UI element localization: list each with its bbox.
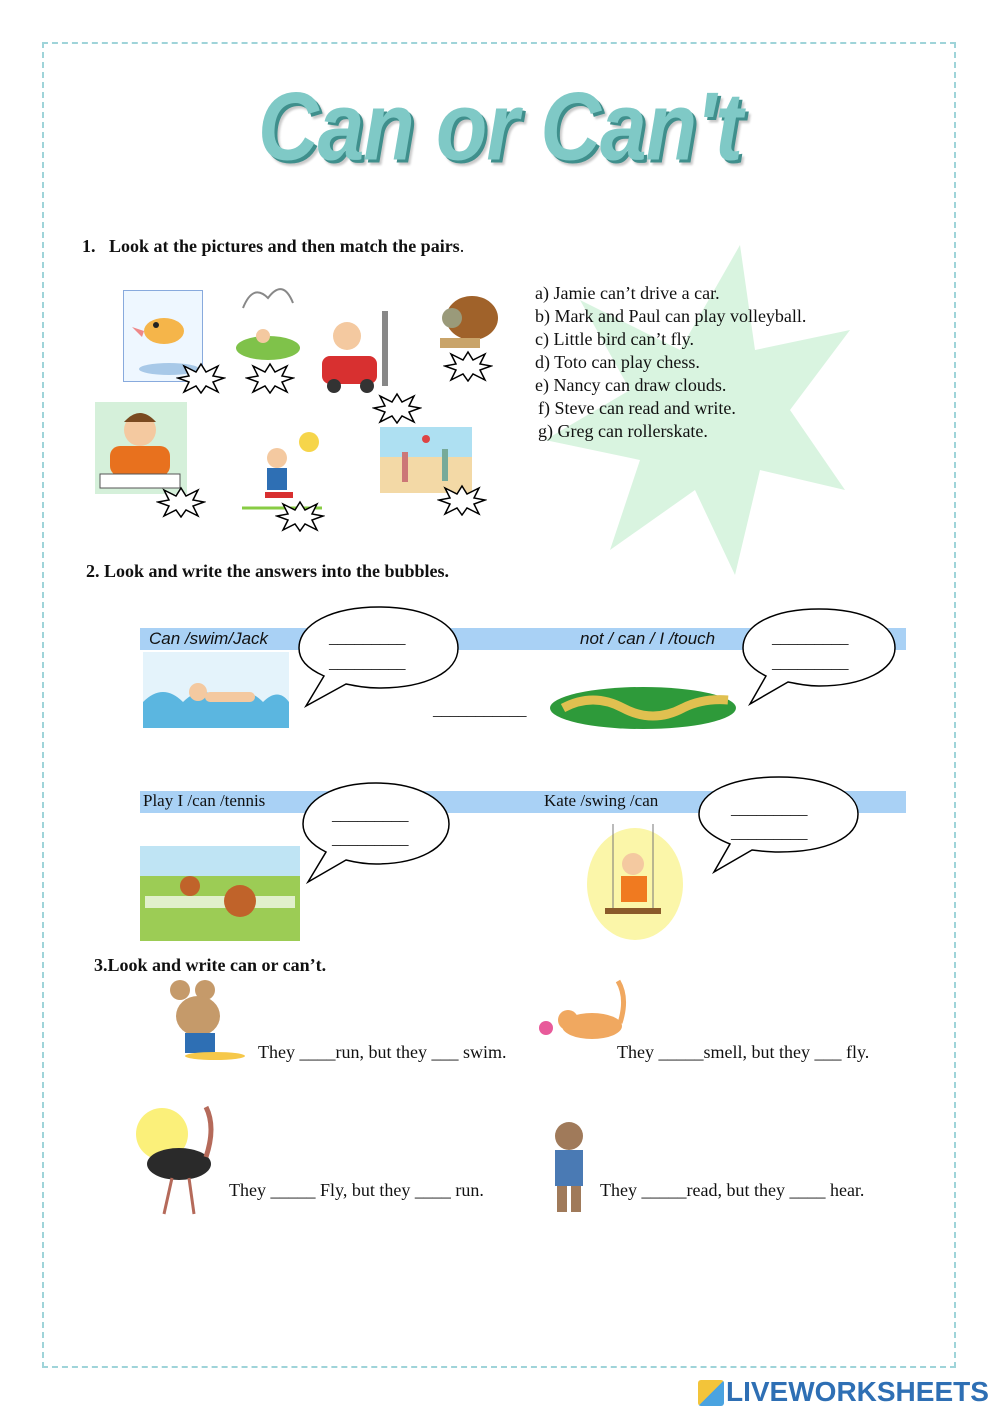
pair-item-d: d) Toto can play chess. — [535, 352, 700, 372]
pair-item-b: b) Mark and Paul can play volleyball. — [535, 306, 807, 326]
prompt-tennis: Play I /can /tennis — [143, 791, 266, 810]
section1-heading-suffix: . — [459, 236, 465, 256]
chess-turtle-picture — [430, 288, 500, 358]
clouds-drawing-picture — [233, 278, 303, 364]
section1-heading-text: Look at the pictures and then match the pairs — [109, 236, 460, 256]
pair-item-f: f) Steve can read and write. — [538, 398, 736, 418]
pair-item-c: c) Little bird can’t fly. — [535, 329, 694, 349]
section1-heading — [82, 236, 464, 257]
answer-burst-6[interactable] — [275, 500, 325, 532]
bubble-4-line-1[interactable]: _________ — [731, 799, 808, 818]
mouse-picture — [160, 978, 258, 1060]
snake-answer-line[interactable]: ___________ — [433, 700, 527, 719]
ostrich-picture — [134, 1102, 229, 1220]
prompt-swim-jack: Can /swim/Jack — [149, 629, 269, 648]
bubble-1-line-1[interactable]: _________ — [329, 628, 406, 647]
pair-item-g: g) Greg can rollerskate. — [538, 421, 708, 441]
swimmer-picture — [143, 652, 289, 728]
answer-burst-1[interactable] — [176, 362, 226, 394]
answer-burst-7[interactable] — [437, 484, 487, 516]
bubble-3-line-1[interactable]: _________ — [332, 805, 409, 824]
tennis-monkeys-picture — [140, 846, 300, 941]
liveworksheets-logo-text: LIVEWORKSHEETS — [726, 1376, 989, 1407]
wolf-picture — [533, 1118, 601, 1218]
pair-item-e: e) Nancy can draw clouds. — [535, 375, 727, 395]
prompt-touch: not / can / I /touch — [580, 629, 716, 648]
answer-burst-3[interactable] — [372, 392, 422, 424]
snake-picture — [548, 680, 738, 730]
bubble-3-line-2[interactable]: _________ — [332, 829, 409, 848]
bubble-2-line-1[interactable]: _________ — [772, 628, 849, 647]
car-driving-picture — [312, 306, 402, 396]
answer-burst-4[interactable] — [443, 350, 493, 382]
reading-boy-picture — [95, 402, 187, 494]
section2-heading: 2. Look and write the answers into the bubbles. — [86, 561, 450, 581]
pair-item-a: a) Jamie can’t drive a car. — [535, 283, 720, 303]
liveworksheets-logo-icon — [698, 1380, 724, 1406]
sentence-mouse[interactable]: They ____run, but they ___ swim. — [258, 1042, 507, 1062]
bubble-4-line-2[interactable]: _________ — [731, 823, 808, 842]
bubble-2-line-2[interactable]: _________ — [772, 653, 849, 672]
worksheet-title: Can or Can't — [257, 71, 742, 180]
prompt-swing: Kate /swing /can — [544, 791, 659, 810]
answer-burst-5[interactable] — [156, 486, 206, 518]
girl-swing-picture — [583, 822, 688, 940]
sentence-cat[interactable]: They _____smell, but they ___ fly. — [617, 1042, 870, 1062]
section3-heading: 3.Look and write can or can’t. — [94, 955, 327, 975]
cat-flower-picture — [532, 978, 632, 1046]
answer-burst-2[interactable] — [245, 362, 295, 394]
sentence-wolf[interactable]: They _____read, but they ____ hear. — [600, 1180, 865, 1200]
bubble-1-line-2[interactable]: _________ — [329, 653, 406, 672]
sentence-ostrich[interactable]: They _____ Fly, but they ____ run. — [229, 1180, 484, 1200]
section1-number: 1. — [82, 236, 96, 256]
pairs-list — [535, 282, 806, 443]
